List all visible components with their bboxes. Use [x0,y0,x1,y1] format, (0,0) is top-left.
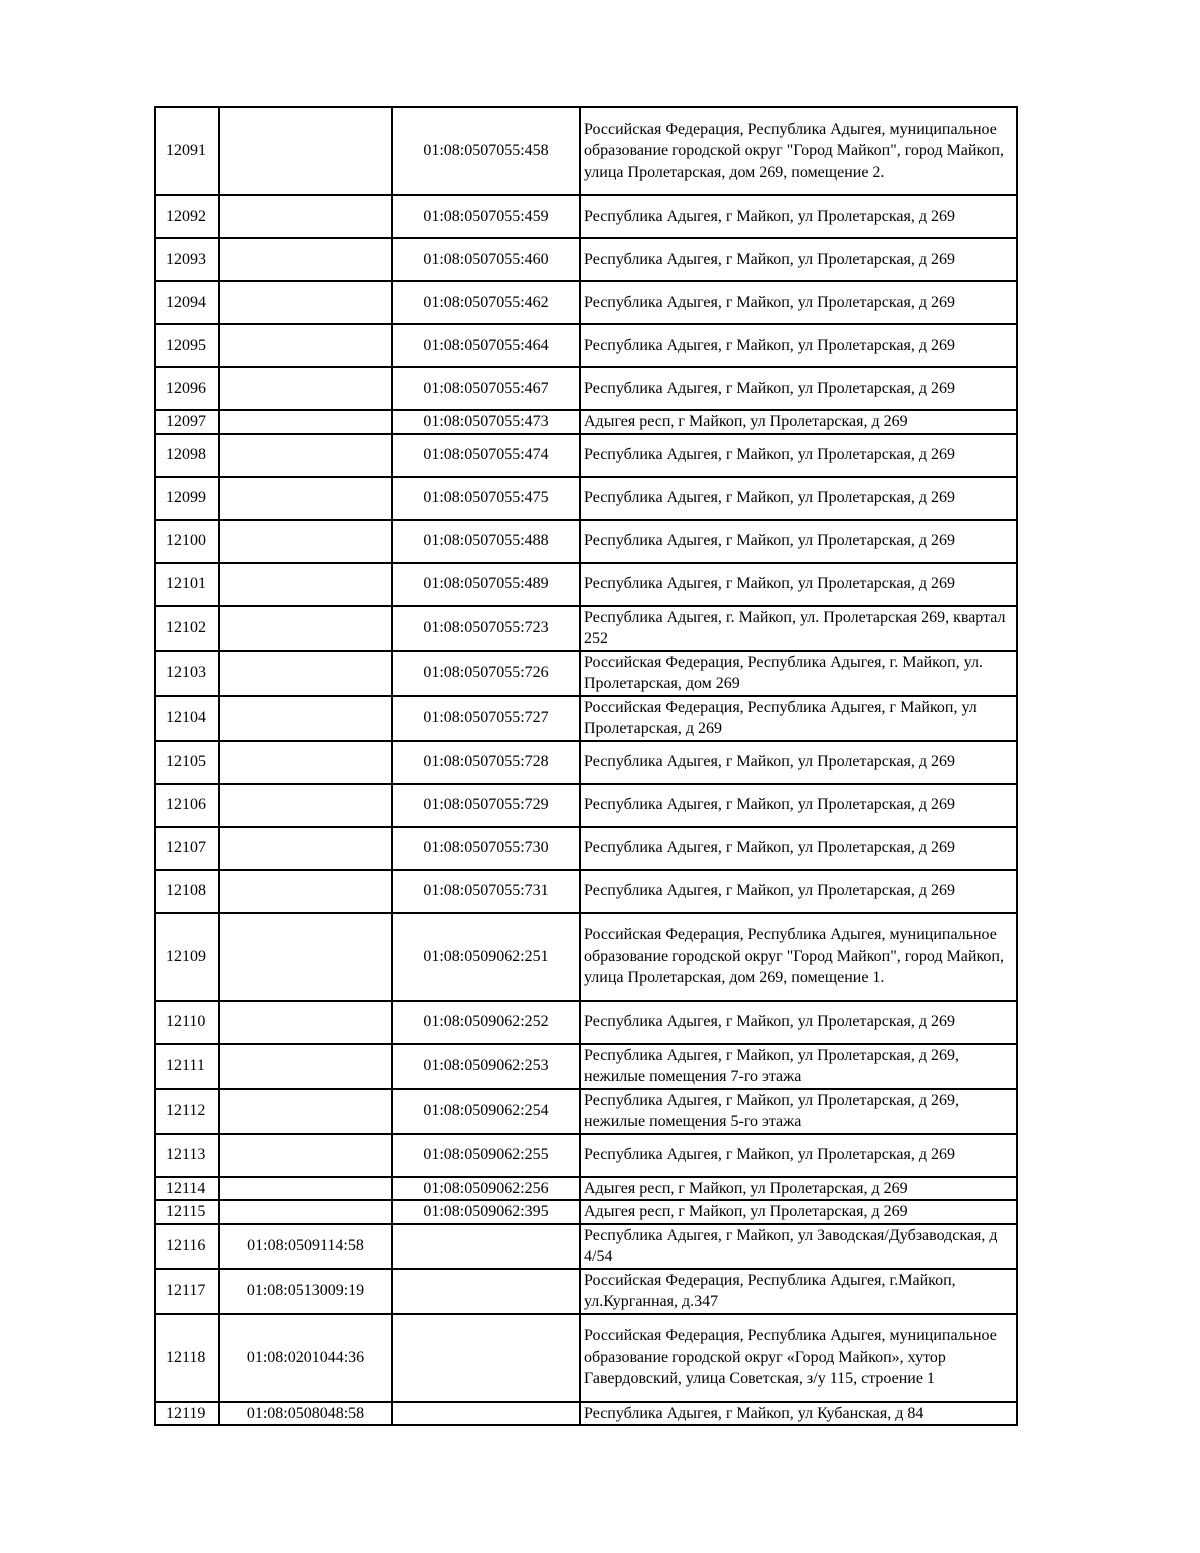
cadastral-number-b-cell: 01:08:0509062:254 [392,1089,580,1134]
cadastral-number-b-cell: 01:08:0509062:256 [392,1177,580,1201]
address-cell: Адыгея респ, г Майкоп, ул Пролетарская, д 269 [580,1177,1017,1201]
cadastral-number-b-cell: 01:08:0507055:459 [392,195,580,238]
cadastral-number-a-cell [219,1001,392,1044]
table-body [155,107,1017,1425]
row-number-cell: 12118 [155,1314,219,1402]
table-row [155,827,1017,870]
cadastral-number-a-cell [219,1177,392,1201]
address-cell: Республика Адыгея, г Майкоп, ул Пролетарская, д 269 [580,870,1017,913]
cadastral-number-a-cell [219,563,392,606]
table-row [155,107,1017,195]
cadastral-number-a-cell [219,1044,392,1089]
cadastral-number-a-cell [219,784,392,827]
cadastral-number-a-cell: 01:08:0513009:19 [219,1269,392,1314]
row-number-cell: 12093 [155,238,219,281]
address-cell: Республика Адыгея, г Майкоп, ул Пролетарская, д 269 [580,281,1017,324]
table-row [155,281,1017,324]
cadastral-number-a-cell [219,1134,392,1177]
address-cell: Республика Адыгея, г Майкоп, ул Пролетарская, д 269 [580,563,1017,606]
cadastral-number-b-cell: 01:08:0507055:728 [392,741,580,784]
cadastral-number-a-cell [219,410,392,434]
table-row [155,913,1017,1001]
cadastral-number-b-cell: 01:08:0507055:474 [392,434,580,477]
cadastral-number-b-cell: 01:08:0509062:251 [392,913,580,1001]
cadastral-number-b-cell: 01:08:0507055:473 [392,410,580,434]
address-cell: Российская Федерация, Республика Адыгея, г Майкоп, ул Пролетарская, д 269 [580,696,1017,741]
cadastral-number-a-cell: 01:08:0201044:36 [219,1314,392,1402]
address-cell: Республика Адыгея, г. Майкоп, ул. Пролетарская 269, квартал 252 [580,606,1017,651]
cadastral-number-b-cell: 01:08:0507055:475 [392,477,580,520]
cadastral-number-b-cell: 01:08:0507055:731 [392,870,580,913]
cadastral-number-a-cell [219,913,392,1001]
address-cell: Российская Федерация, Республика Адыгея, муниципальное образование городской округ "Город Майкоп", город Майкоп, улица Пролетарская, дом 269, помещение 1. [580,913,1017,1001]
row-number-cell: 12096 [155,367,219,410]
table-row [155,1224,1017,1269]
table-row [155,563,1017,606]
cadastral-number-b-cell [392,1314,580,1402]
row-number-cell: 12100 [155,520,219,563]
cadastral-number-a-cell [219,238,392,281]
cadastral-number-a-cell [219,606,392,651]
row-number-cell: 12107 [155,827,219,870]
row-number-cell: 12091 [155,107,219,195]
row-number-cell: 12101 [155,563,219,606]
address-cell: Адыгея респ, г Майкоп, ул Пролетарская, д 269 [580,1200,1017,1224]
row-number-cell: 12113 [155,1134,219,1177]
address-cell: Республика Адыгея, г Майкоп, ул Пролетарская, д 269 [580,520,1017,563]
row-number-cell: 12112 [155,1089,219,1134]
cadastral-number-a-cell [219,1200,392,1224]
address-cell: Российская Федерация, Республика Адыгея, муниципальное образование городской округ "Город Майкоп", город Майкоп, улица Пролетарская, дом 269, помещение 2. [580,107,1017,195]
table-row [155,696,1017,741]
cadastral-number-b-cell: 01:08:0509062:255 [392,1134,580,1177]
row-number-cell: 12119 [155,1402,219,1426]
cadastral-number-a-cell [219,827,392,870]
table-row [155,651,1017,696]
row-number-cell: 12097 [155,410,219,434]
row-number-cell: 12104 [155,696,219,741]
cadastral-table [154,106,1018,1426]
table-row [155,1044,1017,1089]
cadastral-number-b-cell: 01:08:0507055:730 [392,827,580,870]
table-row [155,238,1017,281]
table-row [155,1269,1017,1314]
table-row [155,1314,1017,1402]
table-row [155,784,1017,827]
row-number-cell: 12094 [155,281,219,324]
table-row [155,1402,1017,1426]
cadastral-number-a-cell [219,367,392,410]
cadastral-number-b-cell: 01:08:0507055:727 [392,696,580,741]
table-row [155,434,1017,477]
address-cell: Российская Федерация, Республика Адыгея, муниципальное образование городской округ «Город Майкоп», хутор Гавердовский, улица Советская, з/у 115, строение 1 [580,1314,1017,1402]
address-cell: Республика Адыгея, г Майкоп, ул Пролетарская, д 269 [580,1134,1017,1177]
address-cell: Республика Адыгея, г Майкоп, ул Заводская/Дубзаводская, д 4/54 [580,1224,1017,1269]
row-number-cell: 12105 [155,741,219,784]
cadastral-number-b-cell: 01:08:0507055:726 [392,651,580,696]
address-cell: Республика Адыгея, г Майкоп, ул Пролетарская, д 269 [580,434,1017,477]
cadastral-number-b-cell: 01:08:0507055:462 [392,281,580,324]
cadastral-number-b-cell: 01:08:0509062:253 [392,1044,580,1089]
address-cell: Республика Адыгея, г Майкоп, ул Пролетарская, д 269 [580,827,1017,870]
address-cell: Республика Адыгея, г Майкоп, ул Пролетарская, д 269, нежилые помещения 7-го этажа [580,1044,1017,1089]
cadastral-number-b-cell: 01:08:0509062:395 [392,1200,580,1224]
cadastral-number-b-cell: 01:08:0507055:488 [392,520,580,563]
address-cell: Российская Федерация, Республика Адыгея, г. Майкоп, ул. Пролетарская, дом 269 [580,651,1017,696]
cadastral-number-a-cell [219,741,392,784]
row-number-cell: 12117 [155,1269,219,1314]
row-number-cell: 12102 [155,606,219,651]
cadastral-number-b-cell: 01:08:0507055:729 [392,784,580,827]
table-row [155,520,1017,563]
address-cell: Российская Федерация, Республика Адыгея, г.Майкоп, ул.Курганная, д.347 [580,1269,1017,1314]
cadastral-number-a-cell [219,520,392,563]
cadastral-number-a-cell: 01:08:0508048:58 [219,1402,392,1426]
table-row [155,1089,1017,1134]
cadastral-number-b-cell: 01:08:0507055:460 [392,238,580,281]
table-row [155,410,1017,434]
table-row [155,1200,1017,1224]
address-cell: Республика Адыгея, г Майкоп, ул Пролетарская, д 269, нежилые помещения 5-го этажа [580,1089,1017,1134]
cadastral-number-a-cell: 01:08:0509114:58 [219,1224,392,1269]
cadastral-number-a-cell [219,195,392,238]
cadastral-number-b-cell: 01:08:0507055:464 [392,324,580,367]
row-number-cell: 12103 [155,651,219,696]
address-cell: Республика Адыгея, г Майкоп, ул Пролетарская, д 269 [580,195,1017,238]
row-number-cell: 12110 [155,1001,219,1044]
cadastral-number-a-cell [219,324,392,367]
cadastral-number-a-cell [219,870,392,913]
cadastral-number-a-cell [219,107,392,195]
address-cell: Республика Адыгея, г Майкоп, ул Пролетарская, д 269 [580,741,1017,784]
table-row [155,1001,1017,1044]
row-number-cell: 12092 [155,195,219,238]
address-cell: Республика Адыгея, г Майкоп, ул Пролетарская, д 269 [580,1001,1017,1044]
address-cell: Республика Адыгея, г Майкоп, ул Кубанская, д 84 [580,1402,1017,1426]
cadastral-number-b-cell [392,1269,580,1314]
address-cell: Республика Адыгея, г Майкоп, ул Пролетарская, д 269 [580,238,1017,281]
row-number-cell: 12111 [155,1044,219,1089]
cadastral-number-a-cell [219,696,392,741]
cadastral-number-a-cell [219,281,392,324]
address-cell: Республика Адыгея, г Майкоп, ул Пролетарская, д 269 [580,324,1017,367]
cadastral-number-b-cell: 01:08:0507055:458 [392,107,580,195]
row-number-cell: 12115 [155,1200,219,1224]
row-number-cell: 12098 [155,434,219,477]
cadastral-number-b-cell [392,1224,580,1269]
address-cell: Адыгея респ, г Майкоп, ул Пролетарская, д 269 [580,410,1017,434]
row-number-cell: 12099 [155,477,219,520]
cadastral-number-a-cell [219,651,392,696]
cadastral-number-b-cell [392,1402,580,1426]
cadastral-number-a-cell [219,477,392,520]
table-row [155,606,1017,651]
table-row [155,195,1017,238]
table-row [155,870,1017,913]
row-number-cell: 12116 [155,1224,219,1269]
row-number-cell: 12109 [155,913,219,1001]
table-row [155,477,1017,520]
table-row [155,1177,1017,1201]
cadastral-number-a-cell [219,434,392,477]
cadastral-number-b-cell: 01:08:0507055:489 [392,563,580,606]
cadastral-number-a-cell [219,1089,392,1134]
table-row [155,1134,1017,1177]
cadastral-number-b-cell: 01:08:0507055:467 [392,367,580,410]
row-number-cell: 12106 [155,784,219,827]
row-number-cell: 12095 [155,324,219,367]
cadastral-number-b-cell: 01:08:0507055:723 [392,606,580,651]
table-row [155,741,1017,784]
row-number-cell: 12114 [155,1177,219,1201]
cadastral-number-b-cell: 01:08:0509062:252 [392,1001,580,1044]
table-row [155,367,1017,410]
row-number-cell: 12108 [155,870,219,913]
table-row [155,324,1017,367]
address-cell: Республика Адыгея, г Майкоп, ул Пролетарская, д 269 [580,367,1017,410]
address-cell: Республика Адыгея, г Майкоп, ул Пролетарская, д 269 [580,477,1017,520]
address-cell: Республика Адыгея, г Майкоп, ул Пролетарская, д 269 [580,784,1017,827]
